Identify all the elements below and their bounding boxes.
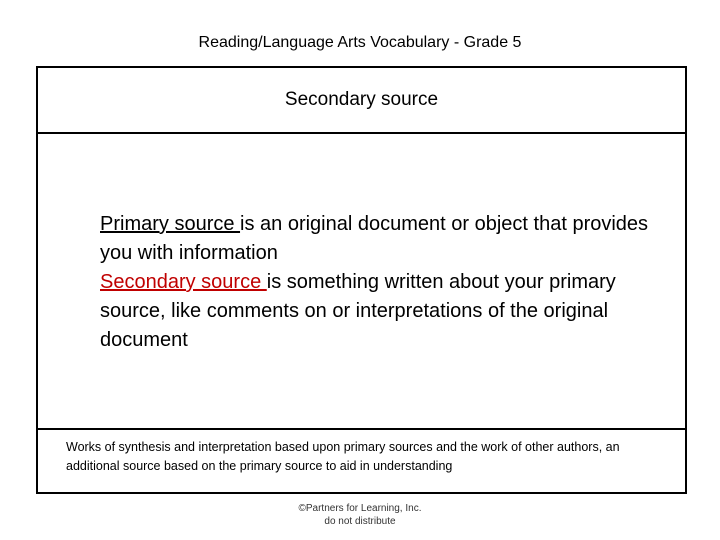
secondary-source-definition: is something written about your primary source, like comments on or interpretations of the original document [100,271,616,351]
secondary-source-term: Secondary source [100,271,267,293]
copyright-notice [260,502,460,528]
term-row [38,68,685,134]
copyright-line: ©Partners for Learning, Inc. [298,503,422,514]
primary-source-term: Primary source [100,213,241,235]
primary-source-definition: is an original document or object that provides you with information [100,213,649,264]
vocabulary-term: Secondary source [284,89,439,110]
distribution-line: do not distribute [324,516,396,527]
definition-note: Works of synthesis and interpretation based upon primary sources and the work of other authors, an additional source based on the primary source to aid in understanding [66,440,620,473]
note-row [38,428,685,494]
vocabulary-card [36,66,687,494]
definition-text [100,210,660,355]
page-header: Reading/Language Arts Vocabulary - Grade 5 [198,34,522,51]
